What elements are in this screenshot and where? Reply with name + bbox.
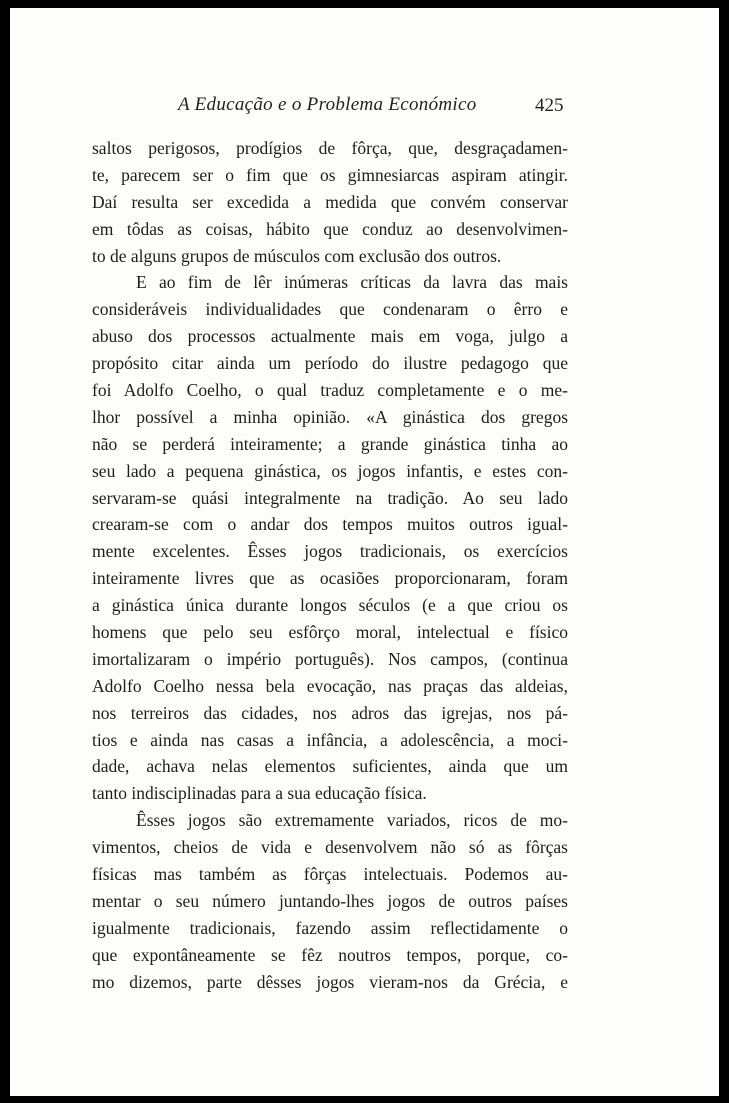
text-line: em tôdas as coisas, hábito que conduz ao desenvolvimen-: [92, 218, 568, 239]
text-line: consideráveis individualidades que condenaram o êrro e: [92, 299, 568, 320]
text-line: dade, achava nelas elementos suficientes, ainda que um: [92, 756, 568, 777]
running-head: [10, 94, 719, 122]
text-line: inteiramente livres que as ocasiões proporcionaram, foram: [92, 568, 568, 589]
text-line: E ao fim de lêr inúmeras críticas da lavra das mais: [136, 272, 568, 293]
text-line: tanto indisciplinadas para a sua educação física.: [92, 783, 427, 804]
text-line: Adolfo Coelho nessa bela evocação, nas praças das aldeias,: [92, 675, 568, 696]
page-number: 425: [535, 95, 564, 116]
text-line: crearam-se com o andar dos tempos muitos outros igual-: [92, 514, 568, 535]
text-line: igualmente tradicionais, fazendo assim reflectidamente o: [92, 917, 568, 938]
body-text: [92, 135, 568, 996]
text-line: que expontâneamente se fêz noutros tempos, porque, co-: [92, 944, 568, 965]
text-line: to de alguns grupos de músculos com exclusão dos outros.: [92, 245, 502, 266]
text-line: Daí resulta ser excedida a medida que convém conservar: [92, 191, 568, 212]
text-line: propósito citar ainda um período do ilustre pedagogo que: [92, 353, 568, 374]
text-line: lhor possível a minha opinião. «A ginástica dos gregos: [92, 406, 568, 427]
text-line: físicas mas também as fôrças intelectuais. Podemos au-: [92, 864, 568, 885]
text-line: servaram-se quási integralmente na tradição. Ao seu lado: [92, 487, 568, 508]
text-line: mente excelentes. Êsses jogos tradicionais, os exercícios: [92, 541, 568, 562]
text-line: foi Adolfo Coelho, o qual traduz completamente e o me-: [92, 380, 568, 401]
text-line: mo dizemos, parte dêsses jogos vieram-nos da Grécia, e: [92, 971, 568, 992]
text-line: imortalizaram o império português). Nos campos, (continua: [92, 648, 568, 669]
book-page: [10, 8, 719, 1096]
text-line: nos terreiros das cidades, nos adros das igrejas, nos pá-: [92, 702, 568, 723]
text-line: tios e ainda nas casas a infância, a adolescência, a moci-: [92, 729, 568, 750]
running-title: A Educação e o Problema Económico: [178, 94, 477, 115]
text-line: homens que pelo seu esfôrço moral, intelectual e físico: [92, 622, 568, 643]
text-line: abuso dos processos actualmente mais em voga, julgo a: [92, 326, 568, 347]
text-line: Êsses jogos são extremamente variados, ricos de mo-: [136, 810, 568, 831]
text-line: saltos perigosos, prodígios de fôrça, que, desgraçadamen-: [92, 138, 568, 158]
text-line: mentar o seu número juntando-lhes jogos de outros países: [92, 890, 568, 911]
text-line: te, parecem ser o fim que os gimnesiarcas aspiram atingir.: [92, 164, 568, 185]
text-line: a ginástica única durante longos séculos (e a que criou os: [92, 595, 568, 616]
text-line: seu lado a pequena ginástica, os jogos infantis, e estes con-: [92, 460, 568, 481]
text-line: não se perderá inteiramente; a grande ginástica tinha ao: [92, 433, 568, 454]
text-line: vimentos, cheios de vida e desenvolvem não só as fôrças: [92, 837, 568, 858]
